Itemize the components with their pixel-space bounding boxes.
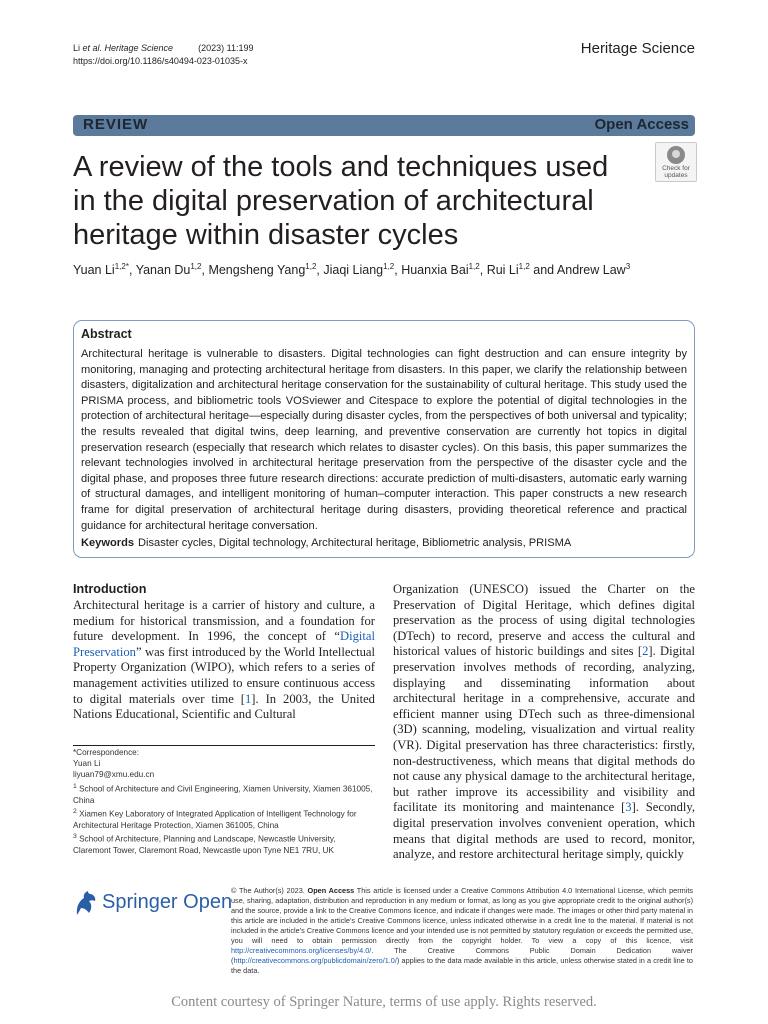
- footnotes: [73, 747, 375, 856]
- affiliation-3: [73, 831, 375, 856]
- citation-journal: et al. Heritage Science: [82, 43, 174, 53]
- author-affiliation: 1,2: [190, 262, 202, 271]
- author-separator: ,: [128, 263, 136, 278]
- license-copyright: © The Author(s) 2023.: [231, 886, 308, 895]
- author-name[interactable]: Yuan Li: [73, 263, 115, 278]
- intro-right-column: [393, 582, 695, 863]
- license-text: ) applies to the data made available in this article, unless otherwise stated in a credit line to the data.: [231, 956, 693, 976]
- author-separator: and: [529, 263, 557, 278]
- author-separator: ,: [394, 263, 402, 278]
- license-text: . The Creative Commons Public Domain Dedication waiver (: [231, 946, 693, 966]
- citation-year: (2023) 11:199: [198, 43, 254, 53]
- author-separator: ,: [316, 263, 324, 278]
- keywords-label: Keywords: [81, 537, 135, 549]
- author-name[interactable]: Yanan Du: [135, 263, 191, 278]
- author-list: [73, 262, 630, 277]
- affiliation-text: School of Architecture, Planning and Landscape, Newcastle University, Claremont Tower, Claremont Road, Newcastle upon Tyne NE1 7RU, UK: [73, 834, 336, 855]
- correspondence-label: *Correspondence:: [73, 748, 139, 757]
- intro-text: Organization (UNESCO) issued the Charter on the Preservation of Digital Heritage, which defines digital preservation as the process of using digital technologies (DTech) to record, preserve and access the cultural and historical values of historic buildings and sites [: [393, 582, 695, 659]
- citation-header: [73, 42, 253, 68]
- author-affiliation: 1,2: [468, 262, 480, 271]
- affiliation-number: 2: [73, 807, 77, 815]
- license-open-access: Open Access: [307, 886, 355, 895]
- author-separator: ,: [479, 263, 487, 278]
- author-name[interactable]: Rui Li: [486, 263, 519, 278]
- author-name[interactable]: Huanxia Bai: [401, 263, 469, 278]
- intro-text: ]. Digital preservation involves methods of recording, analyzing, displaying and disseminating information about architectural heritage in a comprehensive, accurate and efficient manner using DTech such as three-dimensional (3D) scanning, modeling, visualization and virtual reality (VR). Digital preservation has three characteristics: firstly, non-destructiveness, which means that digital methods do not cause any physical damage to the architectural heritage, but rather improve its accessibility and visibility and facilitate its monitoring and maintenance [: [393, 644, 695, 815]
- cc-by-link[interactable]: http://creativecommons.org/licenses/by/4.0/: [231, 946, 372, 956]
- digital-preservation-link[interactable]: Digital Preservation: [73, 629, 375, 659]
- open-access-label: Open Access: [594, 116, 689, 133]
- author-separator: ,: [201, 263, 209, 278]
- article-type-banner: [73, 115, 695, 136]
- license-text: This article is licensed under a Creative Commons Attribution 4.0 International License, which permits use, sharing, adaptation, distribution and reproduction in any medium or format, as long as you give appropriate credit to the original author(s) and the source, provide a link to the Creative Commons licence, and indicate if changes were made. The images or other third party material in this article are included in the article’s Creative Commons licence, unless indicated otherwise in a credit line to the material. If material is not included in the article’s Creative Commons licence and your intended use is not permitted by statutory regulation or exceeds the permitted use, you will need to obtain permission directly from the copyright holder. To view a copy of this licence, visit: [231, 886, 693, 946]
- reference-link[interactable]: 1: [244, 691, 252, 706]
- license-statement: [231, 886, 693, 976]
- author-name[interactable]: Jiaqi Liang: [323, 263, 384, 278]
- intro-text: ” was first introduced by the World Intellectual Property Organization (WIPO), which refers to a series of management activities utilized to ensure continuous access to digital materials over time [: [73, 644, 375, 706]
- affiliation-2: [73, 806, 375, 831]
- check-for-updates-badge[interactable]: [655, 142, 697, 182]
- correspondence-name: Yuan Li: [73, 759, 101, 769]
- author-affiliation: 1,2: [305, 262, 317, 271]
- citation-authors: Li: [73, 43, 83, 53]
- affiliation-number: 1: [73, 782, 77, 790]
- intro-text: Architectural heritage is a carrier of history and culture, a medium for historical transmission, and a foundation for future development. In 1996, the concept of “: [73, 598, 375, 644]
- check-updates-icon: [667, 146, 685, 164]
- check-updates-line2: updates: [664, 172, 688, 179]
- reference-link[interactable]: 2: [642, 644, 649, 659]
- author-affiliation: 1,2*: [114, 262, 129, 271]
- correspondence-email[interactable]: liyuan79@xmu.edu.cn: [73, 770, 155, 780]
- footnote-divider: [73, 745, 375, 746]
- reference-link[interactable]: 3: [625, 800, 632, 815]
- content-courtesy-notice: Content courtesy of Springer Nature, terms of use apply. Rights reserved.: [171, 994, 597, 1010]
- intro-text: ]. Secondly, digital preservation involves convenient operation, which means that digital methods are used to record, monitor, analyze, and restore architectural heritage simply, quickly: [393, 800, 695, 862]
- author-affiliation: 1,2: [518, 262, 530, 271]
- check-updates-line1: Check for: [662, 165, 690, 172]
- section-heading-introduction: Introduction: [73, 582, 147, 596]
- affiliation-1: [73, 781, 375, 806]
- affiliation-number: 3: [73, 832, 77, 840]
- abstract-heading: Abstract: [81, 327, 132, 341]
- journal-name: Heritage Science: [580, 40, 695, 57]
- keywords-list: Disaster cycles, Digital technology, Architectural heritage, Bibliometric analysis, PRISMA: [138, 537, 572, 549]
- article-title: A review of the tools and techniques used in the digital preservation of architectural heritage within disaster cycles: [73, 151, 609, 251]
- article-type-label: REVIEW: [83, 116, 149, 133]
- author-name[interactable]: Andrew Law: [556, 263, 626, 278]
- springer-horse-icon: [73, 889, 99, 917]
- keywords: [81, 537, 571, 549]
- doi-link[interactable]: https://doi.org/10.1186/s40494-023-01035-x: [73, 56, 248, 66]
- author-affiliation: 1,2: [383, 262, 395, 271]
- intro-text: ]. In 2003, the United Nations Educational, Scientific and Cultural: [73, 691, 375, 722]
- affiliation-text: Xiamen Key Laboratory of Integrated Application of Intelligent Technology for Architectural Heritage Protection, Xiamen 361005, China: [73, 809, 357, 830]
- cc-zero-link[interactable]: http://creativecommons.org/publicdomain/zero/1.0/: [233, 956, 397, 966]
- author-name[interactable]: Mengsheng Yang: [208, 263, 306, 278]
- springer-open-text: Springer Open: [102, 891, 233, 913]
- affiliation-text: School of Architecture and Civil Engineering, Xiamen University, Xiamen 361005, China: [73, 784, 373, 805]
- intro-left-column: [73, 598, 375, 723]
- abstract-text: Architectural heritage is vulnerable to disasters. Digital technologies can fight destruction and can ensure integrity by monitoring, managing and protecting architectural heritage from disasters. In this paper, we clarify the relationship between disasters, digitalization and architectural heritage conservation for the sustainability of cultural heritage. This study used the PRISMA process, and bibliometric tools VOSviewer and Citespace to explore the potential of digital technologies in the protection of architectural heritage—especially during disaster cycles, from the perspectives of both universal and typicality; the results revealed that digital twins, deep learning, and preventive conservation are currently hot topics in digital preservation research (especially that research which relates to disaster cycles). On this basis, this paper summarizes the relevant technologies involved in architectural heritage preservation from the perspective of the disaster cycle and the digital phase, and proposes three future research directions: accurate prediction of multi-disasters, automatic early warning of structural damages, and intelligent monitoring of human–computer interaction. This paper constructs a new research frame for digital preservation of architectural heritage during disasters, providing theoretical reference and practical guidance for architectural heritage conversation.: [81, 348, 687, 532]
- author-affiliation: 3: [625, 262, 631, 271]
